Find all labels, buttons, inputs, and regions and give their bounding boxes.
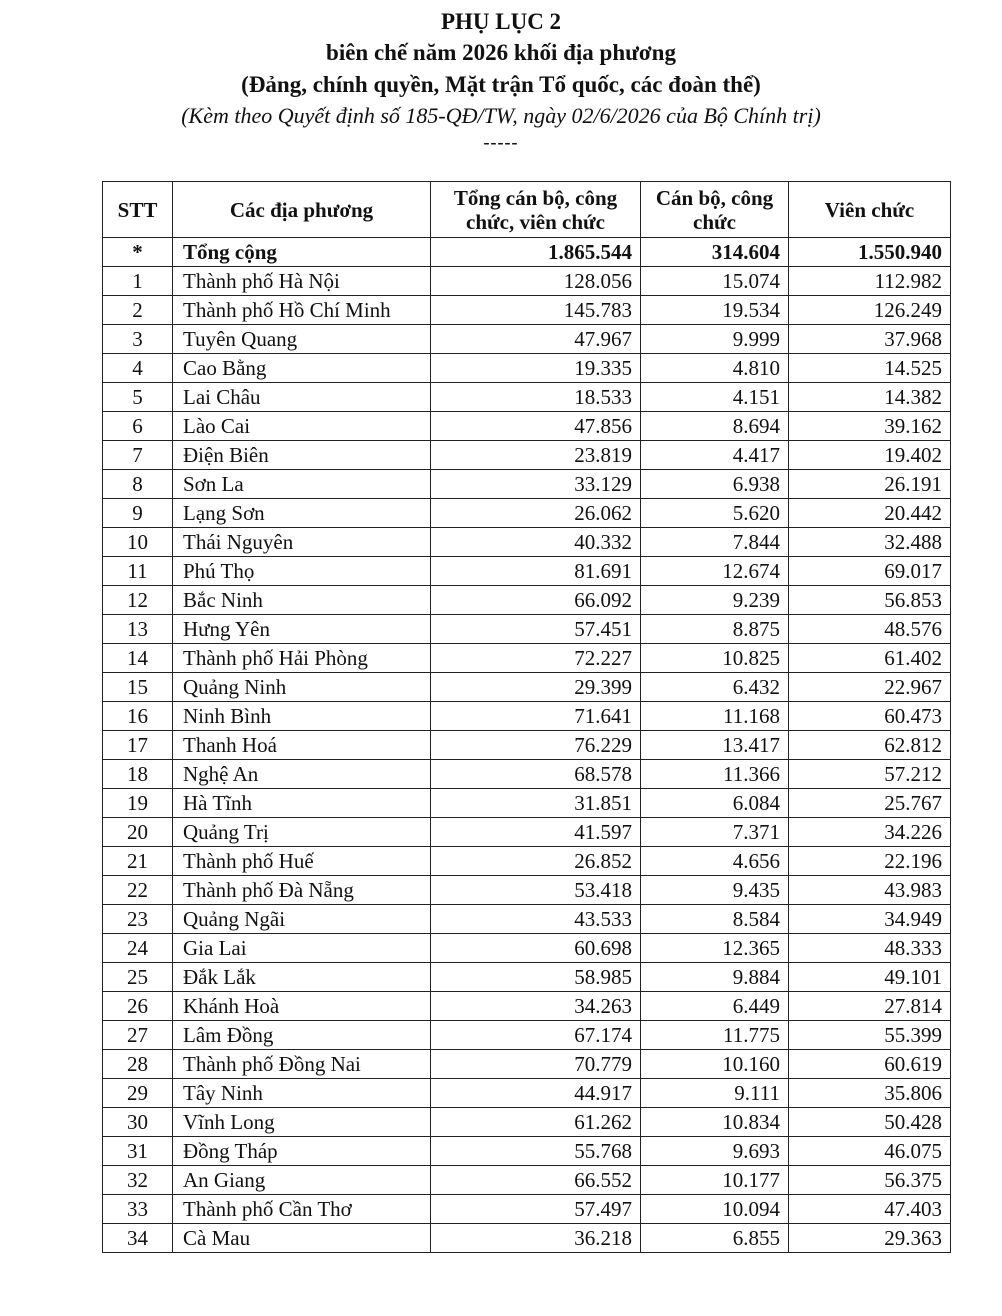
row-total: 29.399 (431, 673, 641, 702)
header-total: Tổng cán bộ, công chức, viên chức (431, 182, 641, 238)
row-locality: Quảng Trị (173, 818, 431, 847)
row-public-employees: 19.402 (789, 441, 951, 470)
row-public-employees: 49.101 (789, 963, 951, 992)
row-total: 68.578 (431, 760, 641, 789)
row-public-employees: 14.382 (789, 383, 951, 412)
table-header-row (103, 182, 951, 238)
row-cadres: 12.674 (641, 557, 789, 586)
row-stt: 7 (103, 441, 173, 470)
row-locality: Thành phố Huế (173, 847, 431, 876)
row-public-employees: 35.806 (789, 1079, 951, 1108)
table-row (103, 1166, 951, 1195)
row-stt: 30 (103, 1108, 173, 1137)
row-total: 57.497 (431, 1195, 641, 1224)
row-total: 66.552 (431, 1166, 641, 1195)
row-locality: Cao Bằng (173, 354, 431, 383)
table-row (103, 847, 951, 876)
decision-reference: (Kèm theo Quyết định số 185-QĐ/TW, ngày 02/6/2026 của Bộ Chính trị) (181, 103, 821, 128)
row-total: 145.783 (431, 296, 641, 325)
total-all: 1.865.544 (431, 238, 641, 267)
row-cadres: 11.775 (641, 1021, 789, 1050)
row-stt: 13 (103, 615, 173, 644)
row-public-employees: 34.226 (789, 818, 951, 847)
row-cadres: 4.151 (641, 383, 789, 412)
row-locality: Thành phố Đà Nẵng (173, 876, 431, 905)
row-locality: An Giang (173, 1166, 431, 1195)
table-row (103, 296, 951, 325)
table-row (103, 383, 951, 412)
table-row (103, 1021, 951, 1050)
total-label: Tổng cộng (173, 238, 431, 267)
row-public-employees: 69.017 (789, 557, 951, 586)
table-row (103, 354, 951, 383)
row-stt: 6 (103, 412, 173, 441)
row-cadres: 6.938 (641, 470, 789, 499)
total-row (103, 238, 951, 267)
table-row (103, 992, 951, 1021)
total-stt: * (103, 238, 173, 267)
header-stt: STT (103, 182, 173, 238)
row-total: 26.062 (431, 499, 641, 528)
row-total: 18.533 (431, 383, 641, 412)
table-row (103, 934, 951, 963)
row-cadres: 6.855 (641, 1224, 789, 1253)
row-stt: 23 (103, 905, 173, 934)
table-row (103, 702, 951, 731)
table-row (103, 673, 951, 702)
row-total: 60.698 (431, 934, 641, 963)
row-stt: 31 (103, 1137, 173, 1166)
row-locality: Lào Cai (173, 412, 431, 441)
row-public-employees: 47.403 (789, 1195, 951, 1224)
row-public-employees: 56.853 (789, 586, 951, 615)
row-stt: 25 (103, 963, 173, 992)
row-locality: Thành phố Hải Phòng (173, 644, 431, 673)
row-stt: 2 (103, 296, 173, 325)
row-locality: Sơn La (173, 470, 431, 499)
row-locality: Tây Ninh (173, 1079, 431, 1108)
row-public-employees: 43.983 (789, 876, 951, 905)
row-total: 58.985 (431, 963, 641, 992)
row-total: 40.332 (431, 528, 641, 557)
row-stt: 22 (103, 876, 173, 905)
row-cadres: 10.834 (641, 1108, 789, 1137)
row-stt: 32 (103, 1166, 173, 1195)
row-locality: Vĩnh Long (173, 1108, 431, 1137)
row-cadres: 6.432 (641, 673, 789, 702)
header-public-employees: Viên chức (789, 182, 951, 238)
table-row (103, 1050, 951, 1079)
row-locality: Đắk Lắk (173, 963, 431, 992)
row-locality: Hà Tĩnh (173, 789, 431, 818)
row-stt: 34 (103, 1224, 173, 1253)
row-stt: 19 (103, 789, 173, 818)
row-locality: Đồng Tháp (173, 1137, 431, 1166)
row-locality: Ninh Bình (173, 702, 431, 731)
row-locality: Bắc Ninh (173, 586, 431, 615)
row-public-employees: 112.982 (789, 267, 951, 296)
row-public-employees: 27.814 (789, 992, 951, 1021)
row-stt: 5 (103, 383, 173, 412)
row-total: 71.641 (431, 702, 641, 731)
row-total: 47.967 (431, 325, 641, 354)
row-cadres: 19.534 (641, 296, 789, 325)
row-cadres: 9.693 (641, 1137, 789, 1166)
row-stt: 24 (103, 934, 173, 963)
row-stt: 9 (103, 499, 173, 528)
row-cadres: 10.160 (641, 1050, 789, 1079)
row-locality: Hưng Yên (173, 615, 431, 644)
table-row (103, 963, 951, 992)
document-header (0, 6, 1002, 153)
row-total: 53.418 (431, 876, 641, 905)
table-row (103, 731, 951, 760)
row-cadres: 4.656 (641, 847, 789, 876)
row-stt: 14 (103, 644, 173, 673)
row-cadres: 9.884 (641, 963, 789, 992)
header-cadres: Cán bộ, công chức (641, 182, 789, 238)
row-total: 128.056 (431, 267, 641, 296)
table-row (103, 760, 951, 789)
row-stt: 17 (103, 731, 173, 760)
row-public-employees: 22.967 (789, 673, 951, 702)
row-public-employees: 39.162 (789, 412, 951, 441)
appendix-title: PHỤ LỤC 2 (440, 9, 562, 34)
row-cadres: 6.084 (641, 789, 789, 818)
table-row (103, 876, 951, 905)
row-total: 47.856 (431, 412, 641, 441)
row-cadres: 9.999 (641, 325, 789, 354)
row-public-employees: 37.968 (789, 325, 951, 354)
row-total: 44.917 (431, 1079, 641, 1108)
row-public-employees: 29.363 (789, 1224, 951, 1253)
row-total: 31.851 (431, 789, 641, 818)
row-total: 23.819 (431, 441, 641, 470)
appendix-scope: (Đảng, chính quyền, Mặt trận Tổ quốc, các đoàn thể) (241, 72, 761, 97)
staffing-table (102, 181, 951, 1253)
row-total: 76.229 (431, 731, 641, 760)
row-locality: Phú Thọ (173, 557, 431, 586)
table-row (103, 615, 951, 644)
row-cadres: 9.239 (641, 586, 789, 615)
row-stt: 28 (103, 1050, 173, 1079)
row-public-employees: 57.212 (789, 760, 951, 789)
row-stt: 20 (103, 818, 173, 847)
table-row (103, 499, 951, 528)
row-stt: 8 (103, 470, 173, 499)
row-cadres: 8.584 (641, 905, 789, 934)
row-cadres: 10.825 (641, 644, 789, 673)
row-public-employees: 50.428 (789, 1108, 951, 1137)
row-total: 41.597 (431, 818, 641, 847)
row-cadres: 13.417 (641, 731, 789, 760)
table-row (103, 789, 951, 818)
row-stt: 29 (103, 1079, 173, 1108)
table-row (103, 586, 951, 615)
row-public-employees: 62.812 (789, 731, 951, 760)
row-total: 34.263 (431, 992, 641, 1021)
row-public-employees: 34.949 (789, 905, 951, 934)
row-locality: Thành phố Đồng Nai (173, 1050, 431, 1079)
row-stt: 1 (103, 267, 173, 296)
table-row (103, 412, 951, 441)
row-cadres: 4.417 (641, 441, 789, 470)
row-locality: Điện Biên (173, 441, 431, 470)
row-public-employees: 26.191 (789, 470, 951, 499)
row-public-employees: 55.399 (789, 1021, 951, 1050)
table-row (103, 1137, 951, 1166)
row-public-employees: 20.442 (789, 499, 951, 528)
row-total: 66.092 (431, 586, 641, 615)
row-cadres: 7.371 (641, 818, 789, 847)
row-locality: Tuyên Quang (173, 325, 431, 354)
row-cadres: 8.694 (641, 412, 789, 441)
row-locality: Nghệ An (173, 760, 431, 789)
row-total: 57.451 (431, 615, 641, 644)
row-total: 26.852 (431, 847, 641, 876)
row-total: 43.533 (431, 905, 641, 934)
row-total: 81.691 (431, 557, 641, 586)
table-row (103, 557, 951, 586)
row-stt: 3 (103, 325, 173, 354)
row-locality: Thành phố Hà Nội (173, 267, 431, 296)
row-cadres: 10.094 (641, 1195, 789, 1224)
row-stt: 16 (103, 702, 173, 731)
table-row (103, 1079, 951, 1108)
row-stt: 12 (103, 586, 173, 615)
row-locality: Quảng Ngãi (173, 905, 431, 934)
row-stt: 33 (103, 1195, 173, 1224)
row-total: 61.262 (431, 1108, 641, 1137)
row-public-employees: 56.375 (789, 1166, 951, 1195)
row-public-employees: 126.249 (789, 296, 951, 325)
row-locality: Lâm Đồng (173, 1021, 431, 1050)
row-cadres: 11.366 (641, 760, 789, 789)
appendix-subtitle: biên chế năm 2026 khối địa phương (326, 40, 676, 65)
row-public-employees: 14.525 (789, 354, 951, 383)
row-cadres: 4.810 (641, 354, 789, 383)
row-total: 33.129 (431, 470, 641, 499)
row-public-employees: 48.333 (789, 934, 951, 963)
row-total: 67.174 (431, 1021, 641, 1050)
table-row (103, 528, 951, 557)
separator: ----- (483, 132, 519, 152)
row-public-employees: 60.473 (789, 702, 951, 731)
row-cadres: 15.074 (641, 267, 789, 296)
row-total: 36.218 (431, 1224, 641, 1253)
row-cadres: 11.168 (641, 702, 789, 731)
row-locality: Lạng Sơn (173, 499, 431, 528)
row-stt: 26 (103, 992, 173, 1021)
row-public-employees: 61.402 (789, 644, 951, 673)
row-cadres: 10.177 (641, 1166, 789, 1195)
row-stt: 4 (103, 354, 173, 383)
row-public-employees: 25.767 (789, 789, 951, 818)
row-cadres: 7.844 (641, 528, 789, 557)
table-row (103, 818, 951, 847)
row-locality: Thái Nguyên (173, 528, 431, 557)
row-locality: Khánh Hoà (173, 992, 431, 1021)
row-total: 55.768 (431, 1137, 641, 1166)
row-cadres: 6.449 (641, 992, 789, 1021)
row-public-employees: 48.576 (789, 615, 951, 644)
row-total: 19.335 (431, 354, 641, 383)
table-row (103, 644, 951, 673)
row-locality: Thành phố Cần Thơ (173, 1195, 431, 1224)
row-locality: Thành phố Hồ Chí Minh (173, 296, 431, 325)
header-locality: Các địa phương (173, 182, 431, 238)
row-stt: 27 (103, 1021, 173, 1050)
table-row (103, 1195, 951, 1224)
row-stt: 11 (103, 557, 173, 586)
row-cadres: 8.875 (641, 615, 789, 644)
row-locality: Gia Lai (173, 934, 431, 963)
table-row (103, 1224, 951, 1253)
row-cadres: 9.435 (641, 876, 789, 905)
row-total: 70.779 (431, 1050, 641, 1079)
row-public-employees: 46.075 (789, 1137, 951, 1166)
row-public-employees: 22.196 (789, 847, 951, 876)
table-row (103, 325, 951, 354)
row-cadres: 9.111 (641, 1079, 789, 1108)
table-row (103, 267, 951, 296)
row-locality: Thanh Hoá (173, 731, 431, 760)
row-locality: Lai Châu (173, 383, 431, 412)
row-stt: 15 (103, 673, 173, 702)
row-cadres: 5.620 (641, 499, 789, 528)
table-row (103, 470, 951, 499)
row-stt: 10 (103, 528, 173, 557)
row-public-employees: 60.619 (789, 1050, 951, 1079)
row-stt: 21 (103, 847, 173, 876)
table-row (103, 1108, 951, 1137)
total-cadres: 314.604 (641, 238, 789, 267)
total-public-employees: 1.550.940 (789, 238, 951, 267)
row-locality: Quảng Ninh (173, 673, 431, 702)
row-cadres: 12.365 (641, 934, 789, 963)
row-locality: Cà Mau (173, 1224, 431, 1253)
row-total: 72.227 (431, 644, 641, 673)
row-stt: 18 (103, 760, 173, 789)
row-public-employees: 32.488 (789, 528, 951, 557)
table-row (103, 905, 951, 934)
table-row (103, 441, 951, 470)
